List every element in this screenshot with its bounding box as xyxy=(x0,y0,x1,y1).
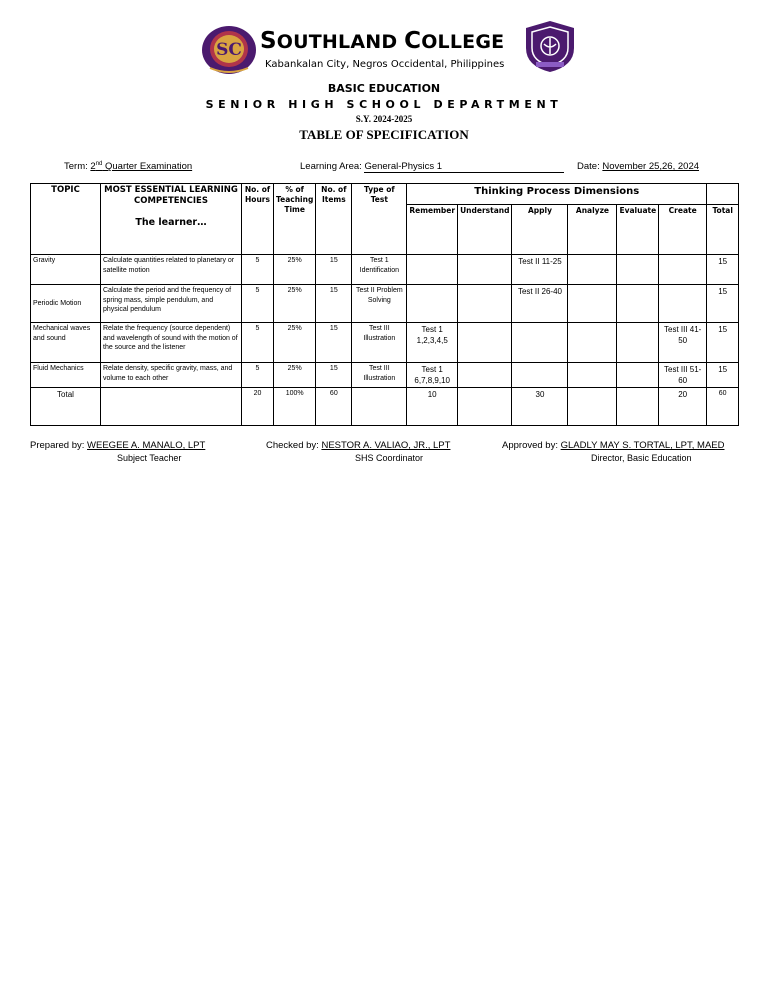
basic-education-seal-icon xyxy=(522,18,578,74)
prepared-by: Prepared by: WEEGEE A. MANALO, LPT xyxy=(30,440,206,451)
total-hours-cell: 20 xyxy=(242,388,274,426)
total-apply-cell: 30 xyxy=(512,388,568,426)
topic-cell: Gravity xyxy=(31,255,101,285)
create-cell: Test III 51-60 xyxy=(659,363,707,388)
header-test-type: Type of Test xyxy=(352,184,407,255)
table-row xyxy=(31,285,739,323)
items-cell: 15 xyxy=(316,285,352,323)
college-name: SOUTHLAND COLLEGE xyxy=(260,28,505,54)
header-evaluate: Evaluate xyxy=(617,205,659,255)
hours-cell: 5 xyxy=(242,285,274,323)
type-cell: Test III Illustration xyxy=(352,323,407,363)
total-understand-cell xyxy=(458,388,512,426)
college-address: Kabankalan City, Negros Occidental, Philippines xyxy=(265,59,505,70)
items-cell: 15 xyxy=(316,255,352,285)
time-cell: 25% xyxy=(274,323,316,363)
analyze-cell xyxy=(568,255,617,285)
department-heading: SENIOR HIGH SCHOOL DEPARTMENT xyxy=(205,98,563,111)
header-blank-cell xyxy=(707,184,739,205)
date-info: Date: November 25,26, 2024 xyxy=(577,161,700,172)
items-cell: 15 xyxy=(316,363,352,388)
competency-cell: Relate the frequency (source dependent) and wavelength of sound with the motion of the source and the listener xyxy=(101,323,242,363)
hours-cell: 5 xyxy=(242,323,274,363)
basic-education-heading: BASIC EDUCATION xyxy=(327,82,441,95)
checked-by: Checked by: NESTOR A. VALIAO, JR., LPT xyxy=(266,440,451,451)
topic-cell: Mechanical waves and sound xyxy=(31,323,101,363)
topic-cell: Fluid Mechanics xyxy=(31,363,101,388)
remember-cell: Test 1 6,7,8,9,10 xyxy=(407,363,458,388)
grand-total-cell: 60 xyxy=(707,388,739,426)
create-cell xyxy=(659,285,707,323)
total-cell: 15 xyxy=(707,285,739,323)
remember-cell xyxy=(407,285,458,323)
evaluate-cell xyxy=(617,285,659,323)
total-type-cell xyxy=(352,388,407,426)
apply-cell xyxy=(512,363,568,388)
understand-cell xyxy=(458,323,512,363)
hours-cell: 5 xyxy=(242,255,274,285)
approved-by: Approved by: GLADLY MAY S. TORTAL, LPT, MAED xyxy=(502,440,725,451)
term-info: Term: 2nd Quarter Examination xyxy=(64,161,193,173)
type-cell: Test II Problem Solving xyxy=(352,285,407,323)
table-row xyxy=(31,363,739,388)
time-cell: 25% xyxy=(274,363,316,388)
school-year: S.Y. 2024-2025 xyxy=(355,114,413,124)
type-cell: Test III Illustration xyxy=(352,363,407,388)
total-time-cell: 100% xyxy=(274,388,316,426)
total-cell: 15 xyxy=(707,363,739,388)
header-remember: Remember xyxy=(407,205,458,255)
header-topic: TOPIC xyxy=(31,184,101,255)
table-row xyxy=(31,255,739,285)
understand-cell xyxy=(458,255,512,285)
checked-by-role: SHS Coordinator xyxy=(355,453,424,463)
create-cell xyxy=(659,255,707,285)
competency-cell: Relate density, specific gravity, mass, and volume to each other xyxy=(101,363,242,388)
total-evaluate-cell xyxy=(617,388,659,426)
header-analyze: Analyze xyxy=(568,205,617,255)
page-title: TABLE OF SPECIFICATION xyxy=(299,127,469,142)
understand-cell xyxy=(458,363,512,388)
analyze-cell xyxy=(568,285,617,323)
totals-row xyxy=(31,388,739,426)
analyze-cell xyxy=(568,323,617,363)
total-items-cell: 60 xyxy=(316,388,352,426)
header-thinking-dimensions: Thinking Process Dimensions xyxy=(407,184,707,205)
hours-cell: 5 xyxy=(242,363,274,388)
competency-cell: Calculate the period and the frequency of spring mass, simple pendulum, and physical pendulum xyxy=(101,285,242,323)
specification-table xyxy=(30,183,739,426)
competency-cell: Calculate quantities related to planetary or satellite motion xyxy=(101,255,242,285)
apply-cell: Test II 26-40 xyxy=(512,285,568,323)
total-label-cell: Total xyxy=(31,388,101,426)
items-cell: 15 xyxy=(316,323,352,363)
learning-area-info: Learning Area: General-Physics 1 xyxy=(300,161,564,173)
remember-cell xyxy=(407,255,458,285)
header-apply: Apply xyxy=(512,205,568,255)
total-create-cell: 20 xyxy=(659,388,707,426)
header-understand: Understand xyxy=(458,205,512,255)
header-learner: The learner… xyxy=(135,217,207,228)
total-competency-cell xyxy=(101,388,242,426)
total-cell: 15 xyxy=(707,255,739,285)
type-cell: Test 1 Identification xyxy=(352,255,407,285)
table-row xyxy=(31,323,739,363)
college-logo-icon xyxy=(200,22,258,76)
header-items: No. of Items xyxy=(316,184,352,255)
time-cell: 25% xyxy=(274,285,316,323)
header-teaching-time: % of Teaching Time xyxy=(274,184,316,255)
checked-by-name: NESTOR A. VALIAO, JR., LPT xyxy=(321,440,451,451)
evaluate-cell xyxy=(617,363,659,388)
analyze-cell xyxy=(568,363,617,388)
evaluate-cell xyxy=(617,255,659,285)
prepared-by-name: WEEGEE A. MANALO, LPT xyxy=(87,440,206,451)
header-create: Create xyxy=(659,205,707,255)
prepared-by-role: Subject Teacher xyxy=(117,453,182,463)
remember-cell: Test 1 1,2,3,4,5 xyxy=(407,323,458,363)
approved-by-name: GLADLY MAY S. TORTAL, LPT, MAED xyxy=(560,440,725,451)
header-total: Total xyxy=(707,205,739,255)
topic-cell: Periodic Motion xyxy=(31,285,101,323)
apply-cell: Test II 11-25 xyxy=(512,255,568,285)
total-analyze-cell xyxy=(568,388,617,426)
create-cell: Test III 41-50 xyxy=(659,323,707,363)
understand-cell xyxy=(458,285,512,323)
total-remember-cell: 10 xyxy=(407,388,458,426)
header-hours: No. of Hours xyxy=(242,184,274,255)
total-cell: 15 xyxy=(707,323,739,363)
evaluate-cell xyxy=(617,323,659,363)
time-cell: 25% xyxy=(274,255,316,285)
approved-by-role: Director, Basic Education xyxy=(591,453,692,463)
header-competencies: MOST ESSENTIAL LEARNING COMPETENCIES The learner… xyxy=(101,184,242,255)
apply-cell xyxy=(512,323,568,363)
logo-lettering: SC xyxy=(216,40,242,60)
